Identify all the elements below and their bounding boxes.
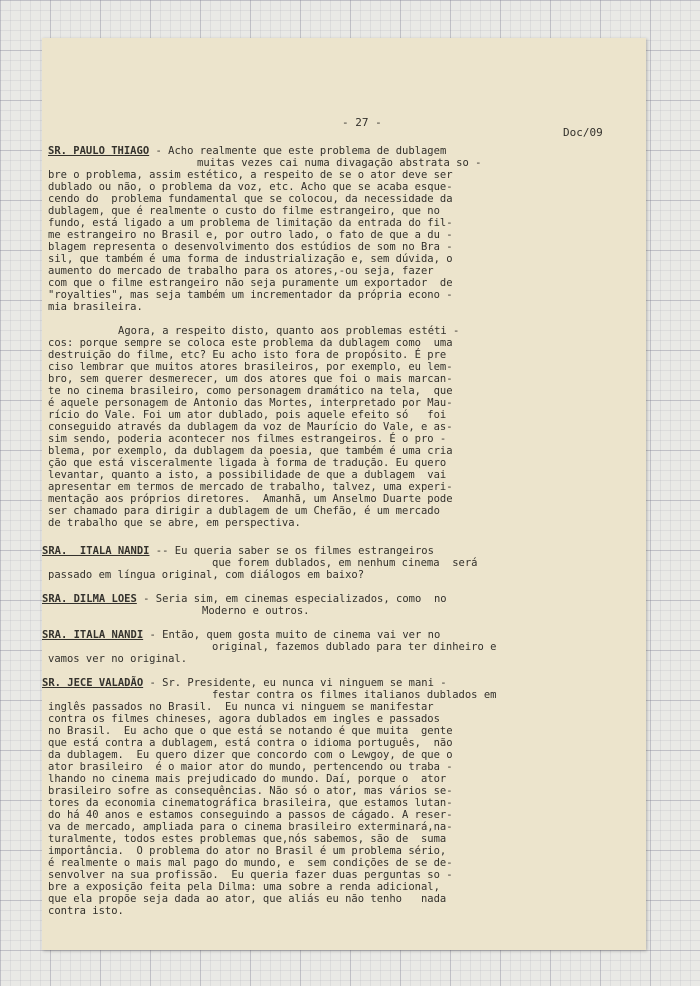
line-text: original, fazemos dublado para ter dinheiro e — [212, 641, 497, 653]
text-line — [48, 809, 453, 821]
line-text: festar contra os filmes italianos dublados em — [212, 689, 497, 701]
text-line — [48, 881, 440, 893]
text-line — [48, 409, 446, 421]
text-line — [202, 605, 309, 617]
text-line — [48, 241, 453, 253]
text-line — [48, 145, 446, 157]
line-text: no Brasil. Eu acho que o que está se notando é que muita gente — [48, 725, 453, 737]
text-line — [48, 761, 453, 773]
line-text: senvolver na sua profissão. Eu queria fazer duas perguntas so - — [48, 869, 453, 881]
text-line — [118, 325, 459, 337]
line-text: -- Eu queria saber se os filmes estrangeiros — [149, 545, 434, 557]
text-line — [48, 289, 453, 301]
line-text: muitas vezes cai numa divagação abstrata so - — [197, 157, 482, 169]
text-line — [48, 481, 453, 493]
line-text: Moderno e outros. — [202, 605, 310, 617]
text-line — [48, 713, 440, 725]
speaker-name: SRA. ITALA NANDI — [42, 545, 150, 557]
line-text: ciso lembrar que muitos atores brasileiros, por exemplo, eu lem- — [48, 361, 453, 373]
text-line — [48, 845, 446, 857]
line-text: Agora, a respeito disto, quanto aos problemas estéti - — [118, 325, 460, 337]
text-line — [48, 277, 453, 289]
line-text: com que o filme estrangeiro não seja puramente um exportador de — [48, 277, 453, 289]
text-line — [48, 905, 124, 917]
line-text: bro, sem querer desmerecer, um dos atores que foi o mais marcan- — [48, 373, 453, 385]
line-text: - Sr. Presidente, eu nunca vi ninguem se mani - — [143, 677, 447, 689]
line-text: ser chamado para dirigir a dublagem de um Chefão, é um mercado — [48, 505, 440, 517]
text-line — [42, 629, 440, 641]
text-line — [48, 205, 440, 217]
text-line — [48, 469, 446, 481]
text-line — [48, 517, 301, 529]
text-line — [48, 265, 434, 277]
line-text: mentação aos próprios diretores. Amanhã, um Anselmo Duarte pode — [48, 493, 453, 505]
text-line — [48, 361, 453, 373]
line-text: contra os filmes chineses, agora dublados em ingles e passados — [48, 713, 440, 725]
text-line — [48, 385, 453, 397]
text-line — [48, 229, 453, 241]
line-text: que está contra a dublagem, está contra o idioma português, não — [48, 737, 453, 749]
text-line — [48, 773, 446, 785]
line-text: é realmente o mais mal pago do mundo, e sem condições de se de- — [48, 857, 453, 869]
text-line — [48, 373, 453, 385]
text-line — [48, 169, 453, 181]
line-text: blema, por exemplo, da dublagem da poesia, que também é uma cria — [48, 445, 453, 457]
line-text: - Seria sim, em cinemas especializados, como no — [136, 593, 447, 605]
line-text: que forem dublados, em nenhum cinema será — [212, 557, 478, 569]
speaker-name: SRA. DILMA LOES — [42, 593, 137, 605]
speaker-name: SR. JECE VALADÃO — [42, 677, 144, 689]
text-line — [42, 677, 447, 689]
line-text: cendo do problema fundamental que se colocou, da necessidade da — [48, 193, 453, 205]
text-line — [42, 593, 447, 605]
line-text: me estrangeiro no Brasil e, por outro lado, o fato de que a du - — [48, 229, 453, 241]
line-text: apresentar em termos de mercado de trabalho, talvez, uma experi- — [48, 481, 453, 493]
line-text: blagem representa o desenvolvimento dos estúdios de som no Bra - — [48, 241, 453, 253]
line-text: brasileiro sofre as consequências. Não só o ator, mas vários se- — [48, 785, 453, 797]
line-text: tores da economia cinematográfica brasileira, que estamos lutan- — [48, 797, 453, 809]
line-text: - Então, quem gosta muito de cinema vai ver no — [143, 629, 441, 641]
line-text: va de mercado, ampliada para o cinema brasileiro exterminará,na- — [48, 821, 453, 833]
text-line — [48, 337, 453, 349]
line-text: ção que está visceralmente ligada à forma de tradução. Eu quero — [48, 457, 447, 469]
text-line — [48, 505, 440, 517]
line-text: mia brasileira. — [48, 301, 143, 313]
text-line — [48, 349, 446, 361]
line-text: sim sendo, poderia acontecer nos filmes estrangeiros. É o pro - — [48, 433, 447, 445]
line-text: cos: porque sempre se coloca este problema da dublagem como uma — [48, 337, 453, 349]
line-text: levantar, quanto a isto, a possibilidade de que a dublagem vai — [48, 469, 447, 481]
text-line — [48, 181, 453, 193]
line-text: dublado ou não, o problema da voz, etc. Acho que se acaba esque- — [48, 181, 453, 193]
text-line — [48, 193, 453, 205]
speaker-name: SR. PAULO THIAGO — [48, 145, 150, 157]
line-text: - Acho realmente que este problema de dublagem — [149, 145, 447, 157]
page-number: - 27 - — [342, 116, 382, 129]
line-text: é aquele personagem de Antonio das Mortes, interpretado por Mau- — [48, 397, 453, 409]
text-line — [48, 445, 453, 457]
text-line — [48, 737, 453, 749]
line-text: aumento do mercado de trabalho para os atores,-ou seja, fazer — [48, 265, 434, 277]
document-reference: Doc/09 — [563, 126, 603, 139]
text-line — [48, 301, 143, 313]
text-line — [48, 701, 434, 713]
line-text: conseguido através da dublagem da voz de Maurício do Vale, e as- — [48, 421, 453, 433]
line-text: sil, que também é uma forma de industrialização e, sem dúvida, o — [48, 253, 453, 265]
text-line — [212, 557, 478, 569]
line-text: vamos ver no original. — [48, 653, 188, 665]
line-text: destruição do filme, etc? Eu acho isto fora de propósito. É pre — [48, 349, 447, 361]
line-text: inglês passados no Brasil. Eu nunca vi ninguem se manifestar — [48, 701, 434, 713]
line-text: bre a exposição feita pela Dilma: uma sobre a renda adicional, — [48, 881, 440, 893]
line-text: do há 40 anos e estamos conseguindo a passos de cágado. A reser- — [48, 809, 453, 821]
line-text: contra isto. — [48, 905, 124, 917]
line-text: que ela propõe seja dada ao ator, que aliás eu não tenho nada — [48, 893, 447, 905]
text-line — [48, 569, 364, 581]
line-text: bre o problema, assim estético, a respeito de se o ator deve ser — [48, 169, 453, 181]
text-line — [48, 785, 453, 797]
line-text: importância. O problema do ator no Brasil é um problema sério, — [48, 845, 447, 857]
text-line — [48, 797, 453, 809]
text-line — [48, 397, 453, 409]
line-text: passado em língua original, com diálogos em baixo? — [48, 569, 365, 581]
line-text: turalmente, todos estes problemas que,nós sabemos, são de suma — [48, 833, 447, 845]
text-line — [48, 821, 453, 833]
text-line — [48, 217, 453, 229]
text-line — [48, 869, 453, 881]
line-text: fundo, está ligado a um problema de limitação da entrada do fil- — [48, 217, 453, 229]
line-text: da dublagem. Eu quero dizer que concordo com o Lewgoy, de que o — [48, 749, 453, 761]
line-text: rício do Vale. Foi um ator dublado, pois aquele efeito só foi — [48, 409, 447, 421]
line-text: dublagem, que é realmente o custo do filme estrangeiro, que no — [48, 205, 440, 217]
text-line — [42, 545, 434, 557]
text-line — [48, 857, 453, 869]
text-line — [197, 157, 481, 169]
text-line — [48, 833, 446, 845]
line-text: te no cinema brasileiro, como personagem dramático na tela, que — [48, 385, 453, 397]
text-line — [48, 749, 453, 761]
text-line — [48, 457, 446, 469]
line-text: lhando no cinema mais prejudicado do mundo. Daí, porque o ator — [48, 773, 447, 785]
text-line — [48, 253, 453, 265]
text-line — [48, 421, 453, 433]
text-line — [48, 725, 453, 737]
text-line — [48, 433, 446, 445]
line-text: de trabalho que se abre, em perspectiva. — [48, 517, 301, 529]
text-line — [212, 689, 496, 701]
text-line — [48, 653, 187, 665]
speaker-name: SRA. ITALA NANDI — [42, 629, 144, 641]
line-text: "royalties", mas seja também um incrementador da própria econo - — [48, 289, 453, 301]
text-line — [212, 641, 496, 653]
line-text: ator brasileiro é o maior ator do mundo, pertencendo ou traba - — [48, 761, 453, 773]
text-line — [48, 493, 453, 505]
text-line — [48, 893, 446, 905]
